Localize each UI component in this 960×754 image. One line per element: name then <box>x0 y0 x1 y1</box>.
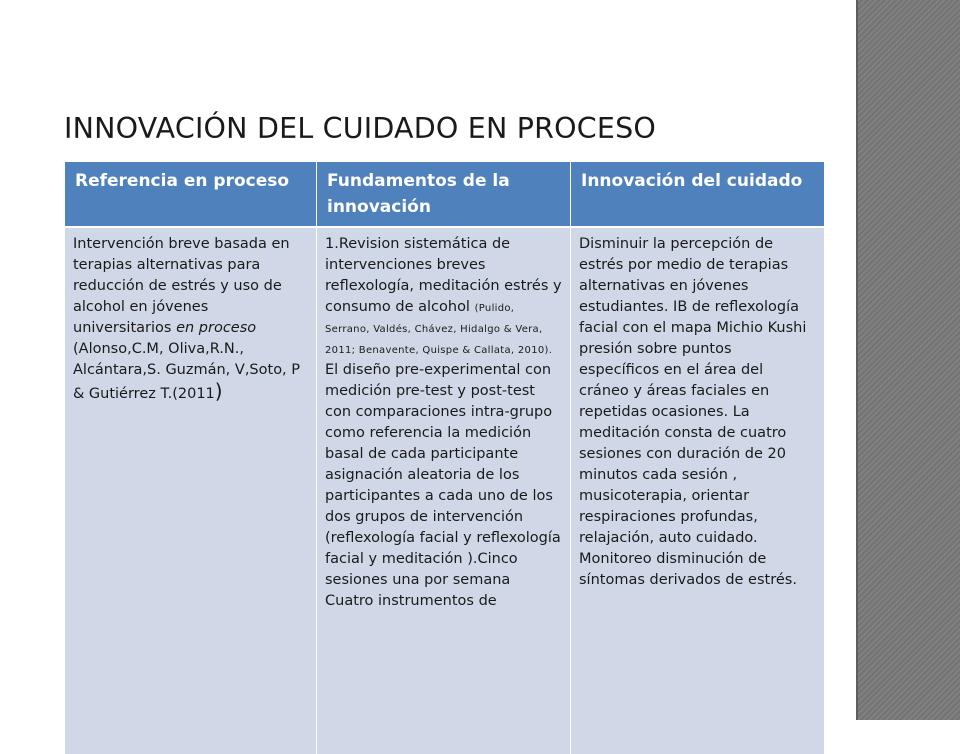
referencia-authors: (Alonso,C.M, Oliva,R.N., Alcántara,S. Guzmán, V,Soto, P & Gutiérrez T.(2011 <box>73 341 301 402</box>
cell-fundamentos <box>317 227 571 754</box>
innovacion-text: Disminuir la percepción de estrés por medio de terapias alternativas en jóvenes estudiantes. IB de reflexología facial con el mapa Michio Kushi presión sobre puntos específicos en el área del cráneo y áreas faciales en repetidas ocasiones. La meditación consta de cuatro sesiones con duración de 20 minutos cada sesión , musicoterapia, orientar respiraciones profundas, relajación, auto cuidado. Monitoreo disminución de síntomas derivados de estrés. <box>579 236 807 588</box>
header-referencia: Referencia en proceso <box>65 162 317 227</box>
header-innovacion: Innovación del cuidado <box>571 162 825 227</box>
cell-referencia <box>65 227 317 754</box>
referencia-closing: ) <box>214 379 223 403</box>
slide-title: INNOVACIÓN DEL CUIDADO EN PROCESO <box>64 112 657 145</box>
fundamentos-body: El diseño pre-experimental con medición pre-test y post-test con comparaciones intra-grupo como referencia la medición basal de cada participante asignación aleatoria de los participantes a cada uno de los dos grupos de intervención (reflexología facial y reflexología facial y meditación ).Cinco sesiones una por semana Cuatro instrumentos de <box>325 362 561 609</box>
table-row <box>65 227 825 754</box>
fundamentos-intro: 1.Revision sistemática de intervenciones breves reflexología, meditación estrés y consumo de alcohol <box>325 236 562 315</box>
referencia-italic: en proceso <box>176 320 257 336</box>
side-decorative-panel <box>858 0 960 720</box>
cell-innovacion <box>571 227 825 754</box>
fundamentos-citation: (Pulido, Serrano, Valdés, Chávez, Hidalgo & Vera, 2011; Benavente, Quispe & Callata, 2010). <box>325 303 553 356</box>
innovation-table <box>64 162 825 754</box>
referencia-text: Intervención breve basada en terapias alternativas para reducción de estrés y uso de alcohol en jóvenes universitarios <box>73 236 290 336</box>
table-header-row <box>65 162 825 227</box>
header-fundamentos: Fundamentos de la innovación <box>317 162 571 227</box>
